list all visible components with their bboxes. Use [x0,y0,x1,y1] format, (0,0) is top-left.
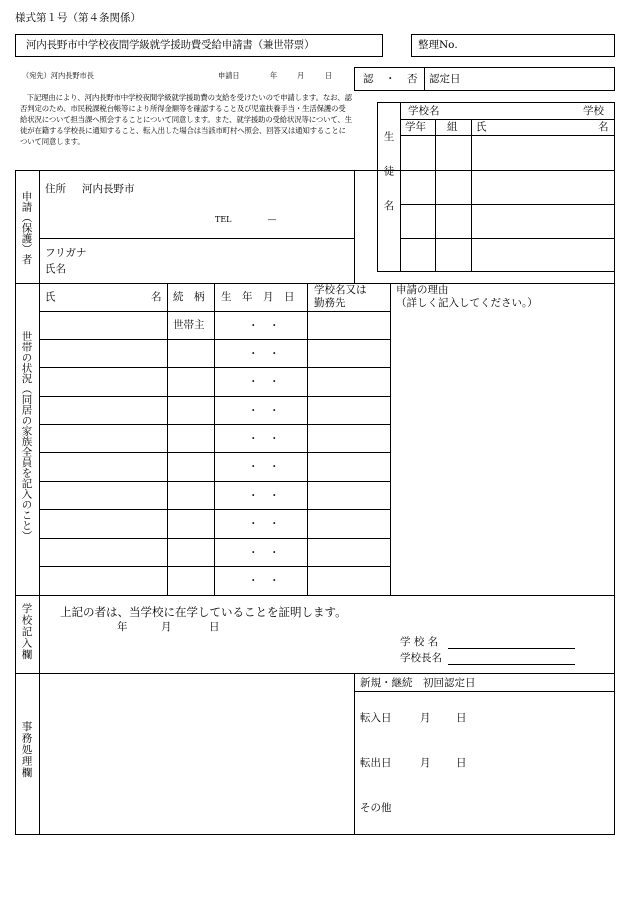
consent-text: 下記理由により、河内長野市中学校夜間学級就学援助費の支給を受けたいので申請します。なお、認否判定のため、市民税課税台帳等により所得金額等を確認すること及び児童扶養手当・生活保護の受給状況について担当課へ照会することについて同意します。また、就学援助の受給状況等について、生徒が在籍する学校長に通知すること、転入出した場合は当該市町村へ照会、回答又は通知することについて同意します。 [20,93,352,146]
col-relation: 続 柄 [173,291,205,303]
application-date-label: 申請日 [218,71,240,80]
approval-nin[interactable]: 認 [363,73,374,85]
school-name-label: 学 校 名 [400,636,439,648]
form-title: 河内長野市中学校夜間学級就学援助費受給申請書（兼世帯票） [26,39,315,51]
birth-date-row-9[interactable]: ・ ・ [248,547,280,559]
school-entry-side-label: 学校記入欄 [20,603,33,661]
head-of-household: 世帯主 [173,319,205,331]
address-label: 住所 [45,183,66,195]
col-name-b: 名 [151,291,162,303]
approval-box: 認 ・ 否 認定日 [354,67,615,91]
birth-date-row-8[interactable]: ・ ・ [248,518,280,530]
approval-hi[interactable]: 否 [407,73,418,85]
title-box [15,34,383,57]
seiri-box[interactable] [411,34,615,57]
app-month: 月 [297,71,305,80]
col-school-2: 勤務先 [314,297,346,309]
household-side-label: 世帯の状況（同居の家族全員を記入のこと） [20,331,33,541]
seiri-label: 整理No. [418,39,458,51]
student-grade-label: 学年 [405,121,426,133]
applicant-side-label: 申請（保護）者 [20,191,33,265]
addressee: （宛先）河内長野市長 [22,71,94,80]
col-name-a: 氏 [45,291,56,303]
birth-date-row-10[interactable]: ・ ・ [248,575,280,587]
furigana-label: フリガナ [45,247,87,259]
birth-date-row-5[interactable]: ・ ・ [248,433,280,445]
applicant-name-label: 氏名 [45,263,66,275]
col-school-1: 学校名又は [314,284,367,296]
col-birth: 生 年 月 日 [221,291,295,303]
app-year: 年 [270,71,278,80]
student-table: 学校名 学校 学年 組 氏 名 生徒名 [377,102,615,272]
certify-text: 上記の者は、当学校に在学していることを証明します。 [60,605,347,619]
birth-date-row-7[interactable]: ・ ・ [248,490,280,502]
student-school-label: 学校名 [408,105,440,117]
col-reason-2: （詳しく記入してください。） [396,297,538,309]
birth-date-row-3[interactable]: ・ ・ [248,376,280,388]
transfer-in-label: 転入日 [360,712,392,724]
approval-date-label: 認定日 [429,73,461,85]
address-city[interactable]: 河内長野市 [82,183,135,195]
principal-label: 学校長名 [400,652,442,664]
form-number: 様式第１号（第４条関係） [15,12,141,24]
birth-date-row-2[interactable]: ・ ・ [248,348,280,360]
principal-name-line[interactable] [448,664,575,665]
transfer-out-label: 転出日 [360,757,392,769]
new-continue-label: 新規・継続 初回認定日 [360,677,476,689]
student-side-label: 生徒名 [382,131,395,235]
other-label: その他 [360,802,392,814]
app-day: 日 [325,71,333,80]
student-class-label: 組 [447,121,458,133]
col-reason-1: 申請の理由 [396,284,449,296]
birth-date-row-4[interactable]: ・ ・ [248,405,280,417]
student-name-label: 氏 [476,121,487,133]
birth-date-row-1[interactable]: ・ ・ [248,320,280,332]
tel-label: TEL [215,215,232,224]
office-side-label: 事務処理欄 [20,721,33,779]
school-name-line[interactable] [448,648,575,649]
birth-date-row-6[interactable]: ・ ・ [248,461,280,473]
main-form: 住所 河内長野市 TEL ― フリガナ 氏名 申請（保護）者 氏 名 続 柄 生 年 月 日 学校名又は 勤務先 申請の理由 （詳しく記入してください。） 世帯主 ・ ・ ・ ・ ・ ・ ・ ・ ・ ・ ・ ・ ・ ・ ・ ・ ・ ・ ・ ・ 世帯の状況（同居の家族全員を記入のこと） 上記の者は、当学校に在学していることを証明します。 年 月 日 学 校 名 学校長名 学校記入欄 新規・継続 初回認定日 転入日 月 日 転出日 月 日 その他 事務処理欄 [15,170,615,835]
